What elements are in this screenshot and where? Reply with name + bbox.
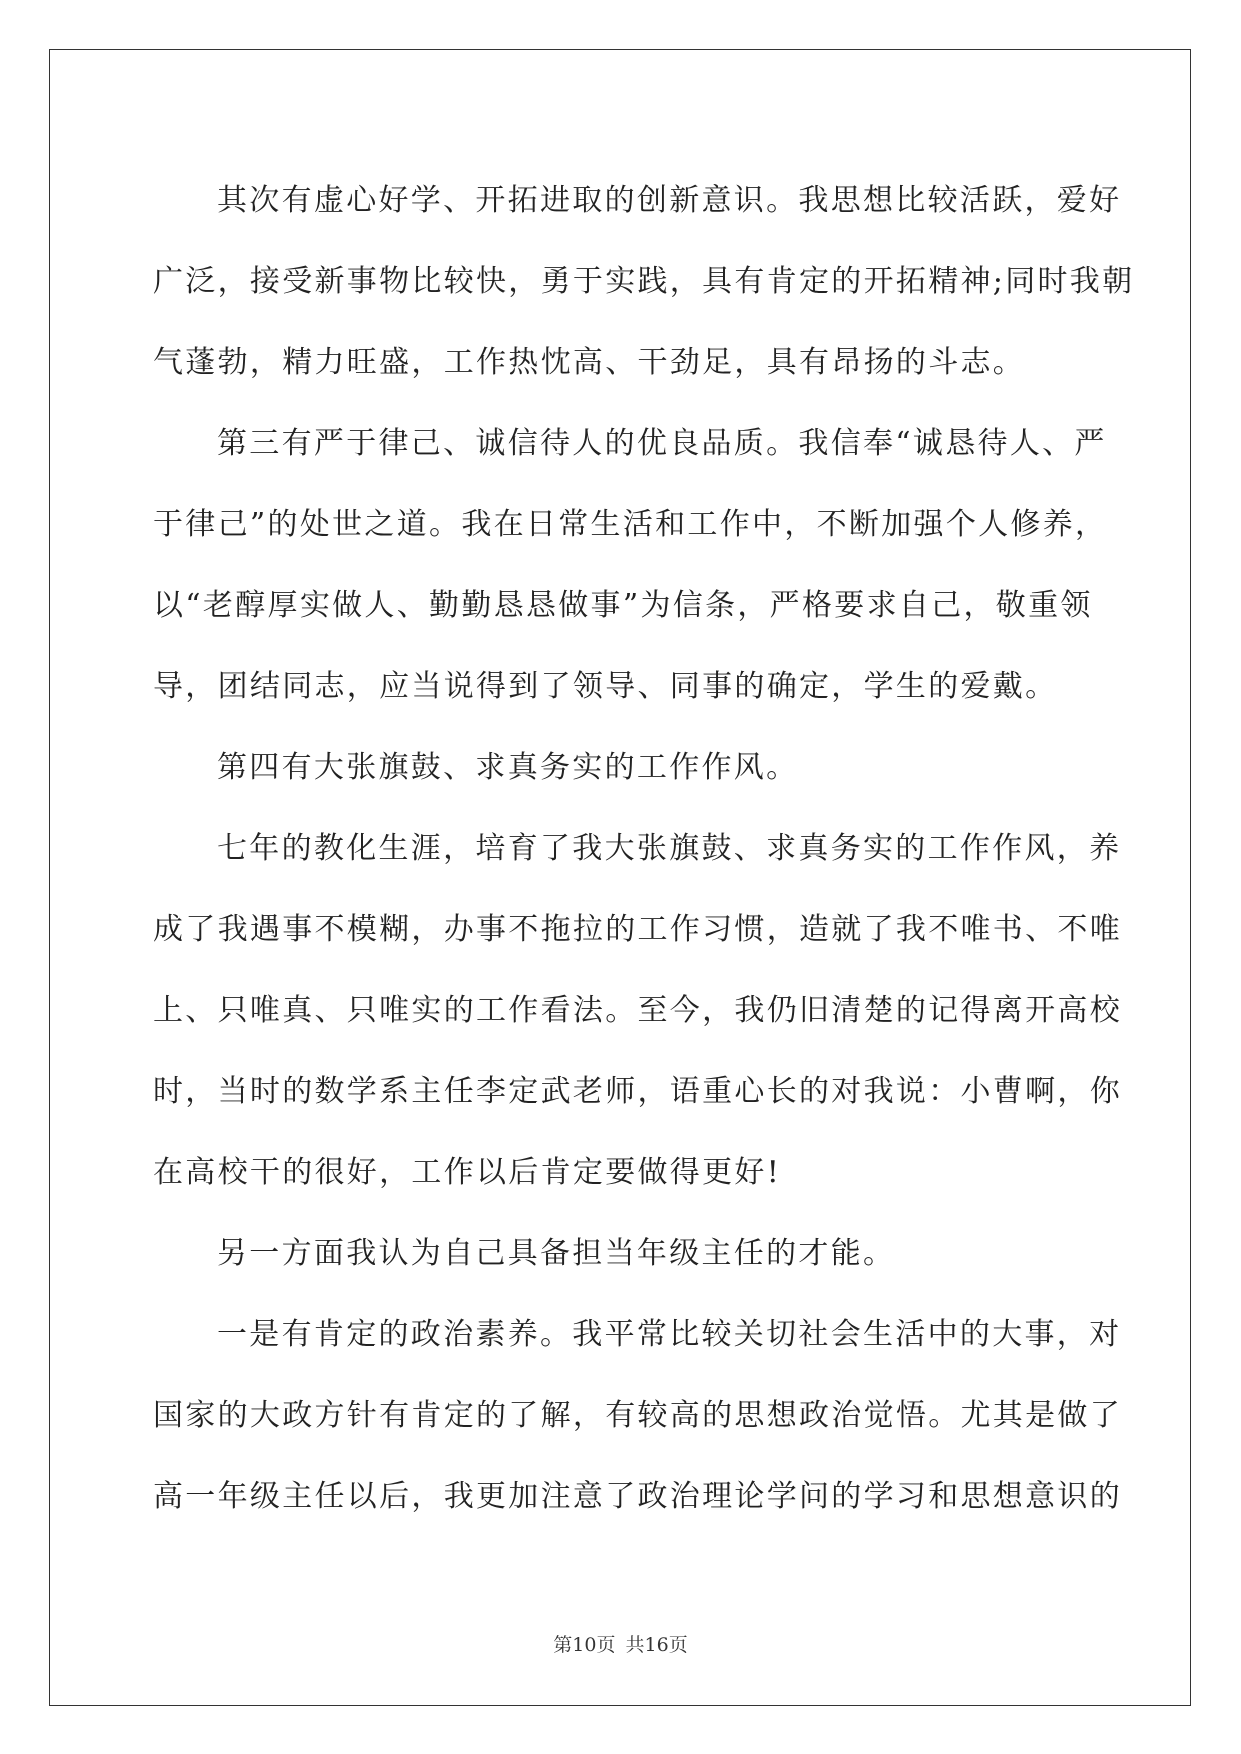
page-number: 第10页 [553, 1634, 616, 1656]
paragraph-5 [153, 1213, 1088, 1294]
paragraph-4 [153, 808, 1122, 1213]
paragraph-1 [153, 160, 1135, 403]
paragraph-3 [153, 727, 1088, 808]
text-line: 第四有大张旗鼓、求真务实的工作作风。 [217, 750, 799, 785]
page-total: 共16页 [625, 1634, 688, 1656]
text-line: 第三有严于律己、诚信待人的优良品质。我信奉“诚恳待人、严 [217, 426, 1107, 461]
text-line: 于律己”的处世之道。我在日常生活和工作中，不断加强个人修养， [153, 507, 1108, 542]
text-line: 另一方面我认为自己具备担当年级主任的才能。 [217, 1236, 896, 1271]
text-line: 国家的大政方针有肯定的了解，有较高的思想政治觉悟。尤其是做了 [153, 1398, 1122, 1433]
text-line: 七年的教化生涯，培育了我大张旗鼓、求真务实的工作作风，养 [217, 831, 1122, 866]
page-footer [0, 1630, 1241, 1657]
text-line: 时，当时的数学系主任李定武老师，语重心长的对我说：小曹啊，你 [153, 1074, 1122, 1109]
text-line: 一是有肯定的政治素养。我平常比较关切社会生活中的大事，对 [217, 1317, 1122, 1352]
text-line: 以“老醇厚实做人、勤勤恳恳做事”为信条，严格要求自己，敬重领 [153, 588, 1093, 623]
text-line: 在高校干的很好，工作以后肯定要做得更好! [153, 1155, 782, 1190]
text-line: 气蓬勃，精力旺盛，工作热忱高、干劲足，具有昂扬的斗志。 [153, 345, 1026, 380]
text-line: 高一年级主任以后，我更加注意了政治理论学问的学习和思想意识的 [153, 1479, 1122, 1514]
text-line: 导，团结同志，应当说得到了领导、同事的确定，学生的爱戴。 [153, 669, 1058, 704]
paragraph-6 [153, 1294, 1122, 1537]
text-line: 其次有虚心好学、开拓进取的创新意识。我思想比较活跃，爱好 [217, 183, 1122, 218]
text-line: 上、只唯真、只唯实的工作看法。至今，我仍旧清楚的记得离开高校 [153, 993, 1122, 1028]
paragraph-2 [153, 403, 1108, 727]
text-line: 广泛，接受新事物比较快，勇于实践，具有肯定的开拓精神;同时我朝 [153, 264, 1135, 299]
text-line: 成了我遇事不模糊，办事不拖拉的工作习惯，造就了我不唯书、不唯 [153, 912, 1122, 947]
document-body [153, 160, 1135, 1537]
